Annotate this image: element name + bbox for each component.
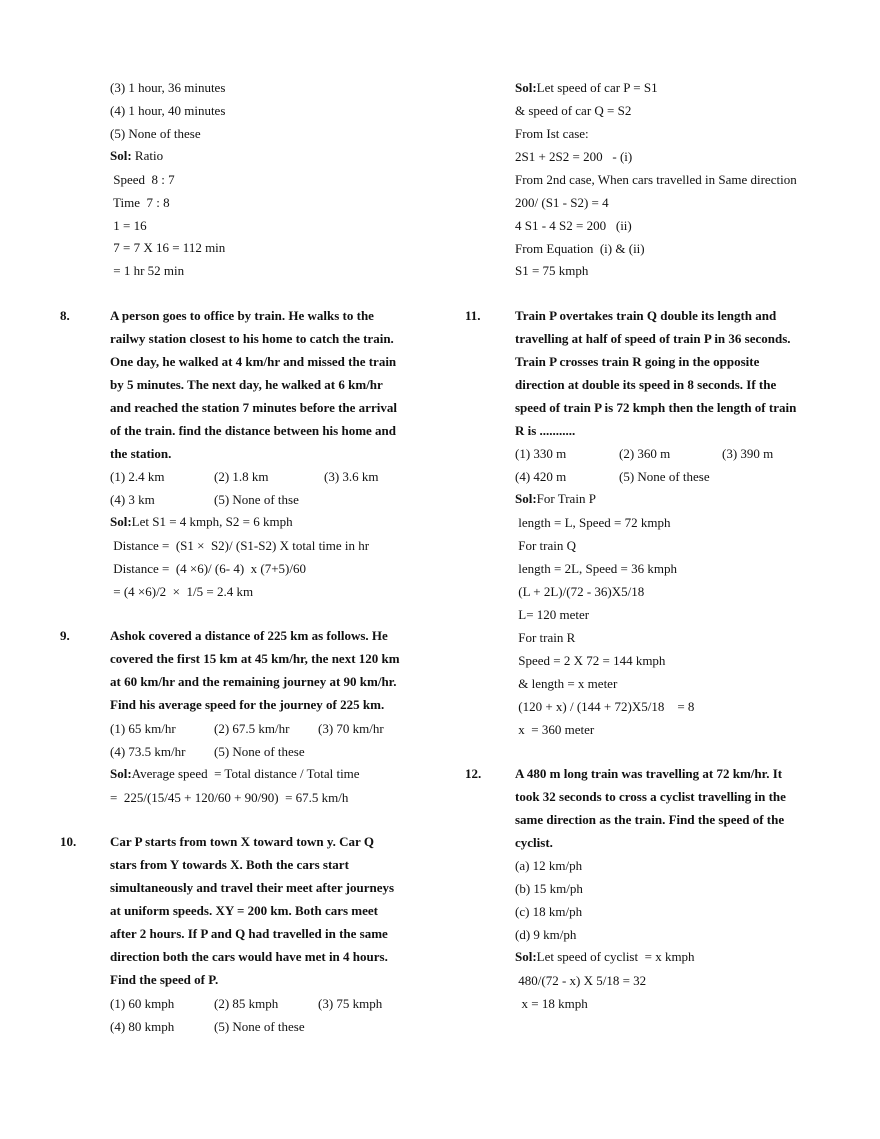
sol-text: Let speed of cyclist = x kmph	[536, 949, 695, 964]
question-text: simultaneously and travel their meet after journeys	[110, 880, 395, 895]
question-text: took 32 seconds to cross a cyclist travelling in the	[515, 789, 786, 804]
solution-line	[515, 949, 695, 965]
question-text: Train P overtakes train Q double its length and	[515, 308, 777, 323]
solution-line	[515, 491, 596, 507]
sol-label: Sol:	[110, 514, 132, 529]
solution-line: 200/ (S1 - S2) = 4	[515, 195, 609, 210]
question-text: of the train. find the distance between his home and	[110, 423, 397, 438]
question-text: Ashok covered a distance of 225 km as follows. He	[110, 628, 388, 643]
option: (d) 9 km/ph	[515, 927, 577, 942]
option: (4) 80 kmph	[110, 1019, 175, 1034]
question-text: and reached the station 7 minutes before the arrival	[110, 400, 397, 415]
question-text: covered the first 15 km at 45 km/hr, the next 120 km	[110, 651, 400, 666]
question-text: after 2 hours. If P and Q had travelled in the same	[110, 926, 388, 941]
solution-line: length = 2L, Speed = 36 kmph	[515, 561, 677, 576]
sol-text: Average speed = Total distance / Total time	[131, 766, 360, 781]
solution-line: & length = x meter	[515, 676, 618, 691]
question-number: 9.	[60, 628, 70, 643]
solution-line: (L + 2L)/(72 - 36)X5/18	[515, 584, 645, 599]
option: (2) 67.5 km/hr	[214, 721, 290, 736]
option: (3) 3.6 km	[324, 469, 379, 484]
question-text: stars from Y towards X. Both the cars start	[110, 857, 349, 872]
question-text: railwy station closest to his home to catch the train.	[110, 331, 394, 346]
solution-line: & speed of car Q = S2	[515, 103, 632, 118]
question-text: R is ...........	[515, 423, 576, 438]
question-text: same direction as the train. Find the speed of the	[515, 812, 785, 827]
solution-line: 1 = 16	[110, 218, 147, 233]
question-text: Find his average speed for the journey of 225 km.	[110, 697, 385, 712]
question-text: the station.	[110, 446, 172, 461]
sol-label: Sol:	[110, 148, 132, 163]
solution-line: 7 = 7 X 16 = 112 min	[110, 240, 226, 255]
option: (3) 390 m	[722, 446, 774, 461]
option: (1) 2.4 km	[110, 469, 165, 484]
option: (5) None of thse	[214, 492, 299, 507]
solution-line: (120 + x) / (144 + 72)X5/18 = 8	[515, 699, 695, 714]
solution-line: x = 18 kmph	[515, 996, 588, 1011]
question-text: Car P starts from town X toward town y. Car Q	[110, 834, 374, 849]
solution-line: S1 = 75 kmph	[515, 263, 589, 278]
sol-text: For Train P	[536, 491, 596, 506]
solution-line: L= 120 meter	[515, 607, 590, 622]
solution-line: length = L, Speed = 72 kmph	[515, 515, 671, 530]
sol-text: Let S1 = 4 kmph, S2 = 6 kmph	[131, 514, 293, 529]
question-text: Find the speed of P.	[110, 972, 219, 987]
question-text: direction both the cars would have met in 4 hours.	[110, 949, 388, 964]
option: (1) 60 kmph	[110, 996, 175, 1011]
solution-line	[110, 766, 360, 782]
question-text: cyclist.	[515, 835, 553, 850]
sol-label: Sol:	[515, 491, 537, 506]
option-line: (3) 1 hour, 36 minutes	[110, 80, 226, 95]
solution-line: 4 S1 - 4 S2 = 200 (ii)	[515, 218, 632, 233]
question-text: by 5 minutes. The next day, he walked at 6 km/hr	[110, 377, 383, 392]
option: (4) 3 km	[110, 492, 155, 507]
question-text: direction at double its speed in 8 seconds. If the	[515, 377, 777, 392]
solution-line: From 2nd case, When cars travelled in Same direction	[515, 172, 797, 187]
solution-line	[110, 148, 163, 164]
solution-line: Distance = (4 ×6)/ (6- 4) x (7+5)/60	[110, 561, 307, 576]
option: (2) 1.8 km	[214, 469, 269, 484]
solution-line: From Ist case:	[515, 126, 589, 141]
solution-line: = 225/(15/45 + 120/60 + 90/90) = 67.5 km/h	[110, 790, 349, 805]
solution-line: From Equation (i) & (ii)	[515, 241, 645, 256]
solution-line: x = 360 meter	[515, 722, 595, 737]
option-line: (4) 1 hour, 40 minutes	[110, 103, 226, 118]
option: (3) 70 km/hr	[318, 721, 384, 736]
solution-line: Speed 8 : 7	[110, 172, 175, 187]
question-text: Train P crosses train R going in the opposite	[515, 354, 760, 369]
question-text: A 480 m long train was travelling at 72 km/hr. It	[515, 766, 783, 781]
option: (3) 75 kmph	[318, 996, 383, 1011]
option: (a) 12 km/ph	[515, 858, 583, 873]
sol-text: Ratio	[131, 148, 164, 163]
solution-line: For train Q	[515, 538, 577, 553]
solution-line: Distance = (S1 × S2)/ (S1-S2) X total time in hr	[110, 538, 370, 553]
solution-line	[110, 514, 293, 530]
sol-text: Let speed of car P = S1	[536, 80, 658, 95]
option-line: (5) None of these	[110, 126, 201, 141]
question-text: One day, he walked at 4 km/hr and missed the train	[110, 354, 397, 369]
solution-line: Speed = 2 X 72 = 144 kmph	[515, 653, 666, 668]
question-text: at 60 km/hr and the remaining journey at 90 km/hr.	[110, 674, 397, 689]
sol-label: Sol:	[110, 766, 132, 781]
option: (5) None of these	[214, 744, 305, 759]
option: (2) 360 m	[619, 446, 671, 461]
sol-label: Sol:	[515, 80, 537, 95]
option: (1) 65 km/hr	[110, 721, 176, 736]
option: (4) 420 m	[515, 469, 567, 484]
question-number: 12.	[465, 766, 482, 781]
solution-line: = 1 hr 52 min	[110, 263, 185, 278]
question-text: speed of train P is 72 kmph then the length of train	[515, 400, 797, 415]
solution-line: 480/(72 - x) X 5/18 = 32	[515, 973, 647, 988]
question-number: 8.	[60, 308, 70, 323]
question-number: 11.	[465, 308, 481, 323]
question-number: 10.	[60, 834, 77, 849]
sol-label: Sol:	[515, 949, 537, 964]
solution-line: For train R	[515, 630, 576, 645]
option: (c) 18 km/ph	[515, 904, 583, 919]
option: (1) 330 m	[515, 446, 567, 461]
solution-line: = (4 ×6)/2 × 1/5 = 2.4 km	[110, 584, 254, 599]
solution-line	[515, 80, 658, 96]
option: (b) 15 km/ph	[515, 881, 583, 896]
question-text: travelling at half of speed of train P in 36 seconds.	[515, 331, 791, 346]
question-text: A person goes to office by train. He walks to the	[110, 308, 374, 323]
question-text: at uniform speeds. XY = 200 km. Both cars meet	[110, 903, 378, 918]
option: (2) 85 kmph	[214, 996, 279, 1011]
option: (5) None of these	[214, 1019, 305, 1034]
option: (4) 73.5 km/hr	[110, 744, 186, 759]
solution-line: 2S1 + 2S2 = 200 - (i)	[515, 149, 633, 164]
option: (5) None of these	[619, 469, 710, 484]
solution-line: Time 7 : 8	[110, 195, 170, 210]
